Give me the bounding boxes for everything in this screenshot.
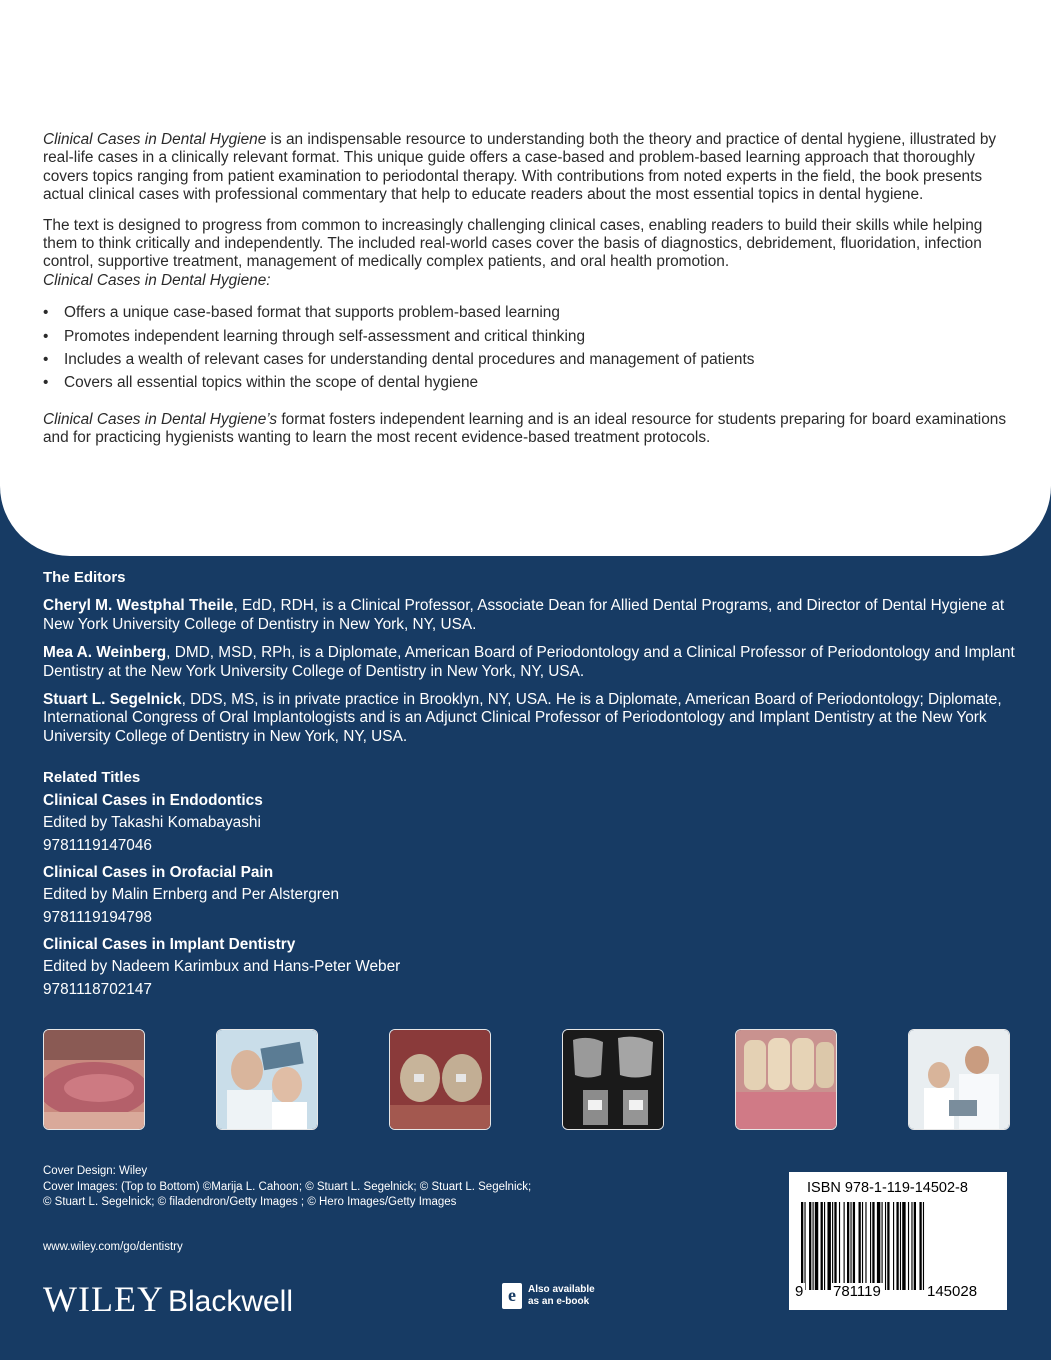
related-book-title: Clinical Cases in Orofacial Pain <box>43 864 274 882</box>
description-text: format fosters independent learning and is an ideal resource for students preparing for board examinations and for practicing hygienists wanting to learn the most recent evidence-based treatment protocols. <box>43 410 1007 447</box>
editors-section <box>43 569 1018 756</box>
related-book <box>43 863 1018 929</box>
credit-line: Cover Images: (Top to Bottom) ©Marija L. Cahoon; © Stuart L. Segelnick; © Stuart L. Segelnick; <box>43 1180 532 1193</box>
molar-restoration-photo <box>389 1029 491 1130</box>
barcode-digit-first: 9 <box>795 1283 804 1300</box>
description-paragraph-1 <box>43 131 1008 205</box>
book-title-italic: Clinical Cases in Dental Hygiene’s <box>43 410 278 428</box>
cover-credits <box>43 1164 531 1211</box>
related-titles-section <box>43 769 1018 1007</box>
barcode-digit-group: 781119 <box>833 1283 881 1300</box>
feature-item: • Promotes independent learning through self-assessment and critical thinking <box>43 328 1008 346</box>
barcode-digit-group: 145028 <box>927 1283 978 1300</box>
dental-xray-image <box>562 1029 664 1130</box>
isbn-label: ISBN 978-1-119-14502-8 <box>807 1180 968 1196</box>
publisher-url[interactable]: www.wiley.com/go/dentistry <box>43 1241 183 1253</box>
editor-bio <box>43 597 1018 634</box>
related-book-isbn: 9781119194798 <box>43 909 152 927</box>
ebook-text <box>528 1284 595 1308</box>
front-teeth-gums-photo <box>735 1029 837 1130</box>
blackwell-wordmark: Blackwell <box>167 1285 293 1318</box>
feature-list <box>43 304 1008 393</box>
hygienist-patient-photo <box>908 1029 1010 1130</box>
credit-line: Cover Design: Wiley <box>43 1165 148 1177</box>
barcode-bars <box>799 1202 999 1290</box>
related-book <box>43 791 1018 857</box>
editor-bio-text: , DDS, MS, is in private practice in Brooklyn, NY, USA. He is a Diplomate, American Board of Periodontology; Diplomate, International Congress of Oral Implantologists and is an Adjunct Clinical Professor of Periodontology and Implant Dentistry at the New York University College of Dentistry in New York, NY, USA. <box>43 691 1002 745</box>
wiley-wordmark: WILEY <box>43 1279 164 1319</box>
editor-name: Mea A. Weinberg <box>43 644 167 662</box>
related-book-editors: Edited by Malin Ernberg and Per Alstergren <box>43 886 340 904</box>
feature-item: • Includes a wealth of relevant cases for understanding dental procedures and management of patients <box>43 351 1008 369</box>
feature-item: • Offers a unique case-based format that supports problem-based learning <box>43 304 1008 322</box>
description-paragraph-2 <box>43 217 1008 291</box>
book-title-italic: Clinical Cases in Dental Hygiene <box>43 131 267 148</box>
related-book-editors: Edited by Takashi Komabayashi <box>43 814 261 832</box>
credit-line: © Stuart L. Segelnick; © filadendron/Getty Images ; © Hero Images/Getty Images <box>43 1196 457 1208</box>
related-book <box>43 935 1018 1001</box>
ebook-line: as an e-book <box>528 1296 590 1307</box>
description-text: is an indispensable resource to understanding both the theory and practice of dental hygiene, illustrated by real-life cases in a clinically relevant format. This unique guide offers a case-based and problem-based learning approach that thoroughly covers topics ranging from patient examination to periodontal therapy. With contributions from noted experts in the field, the book presents actual clinical cases with professional commentary that help to educate readers about the most essential topics in dental hygiene. <box>43 131 997 204</box>
editor-bio-text: , DMD, MSD, RPh, is a Diplomate, American Board of Periodontology and a Clinical Professor of Periodontology and Implant Dentistry at the New York University College of Dentistry in New York, NY, USA. <box>43 644 1015 680</box>
related-titles-heading: Related Titles <box>43 769 141 786</box>
description-text: The text is designed to progress from common to increasingly challenging clinical cases, enabling readers to build their skills while helping them to think critically and independently. The included real-world cases cover the basis of diagnostics, debridement, fluoridation, infection control, supportive treatment, management of medically complex patients, and oral health promotion. <box>43 216 983 271</box>
ebook-icon: e <box>502 1283 522 1309</box>
editors-heading: The Editors <box>43 569 126 586</box>
editor-name: Stuart L. Segelnick <box>43 691 182 709</box>
isbn-barcode <box>789 1172 1007 1310</box>
ebook-line: Also available <box>528 1284 595 1295</box>
barcode-digits <box>793 1283 1005 1303</box>
book-title-italic: Clinical Cases in Dental Hygiene: <box>43 271 271 289</box>
related-book-title: Clinical Cases in Implant Dentistry <box>43 936 296 954</box>
editor-bio <box>43 644 1018 681</box>
related-book-isbn: 9781119147046 <box>43 837 152 855</box>
editor-bio <box>43 691 1018 746</box>
description-paragraph-3 <box>43 411 1008 448</box>
related-book-isbn: 9781118702147 <box>43 981 152 999</box>
editor-bio-text: , EdD, RDH, is a Clinical Professor, Associate Dean for Allied Dental Programs, and Director of Dental Hygiene at New York University College of Dentistry in New York, NY, USA. <box>43 597 1005 633</box>
feature-item: • Covers all essential topics within the scope of dental hygiene <box>43 374 1008 392</box>
ebook-badge <box>502 1283 595 1309</box>
cover-image-strip <box>43 1029 1008 1130</box>
editor-name: Cheryl M. Westphal Theile <box>43 597 234 615</box>
related-book-editors: Edited by Nadeem Karimbux and Hans-Peter Weber <box>43 958 401 976</box>
wiley-blackwell-logo <box>43 1278 293 1320</box>
book-description <box>43 131 1008 460</box>
tongue-photo <box>43 1029 145 1130</box>
related-book-title: Clinical Cases in Endodontics <box>43 792 263 810</box>
xray-consultation-photo <box>216 1029 318 1130</box>
